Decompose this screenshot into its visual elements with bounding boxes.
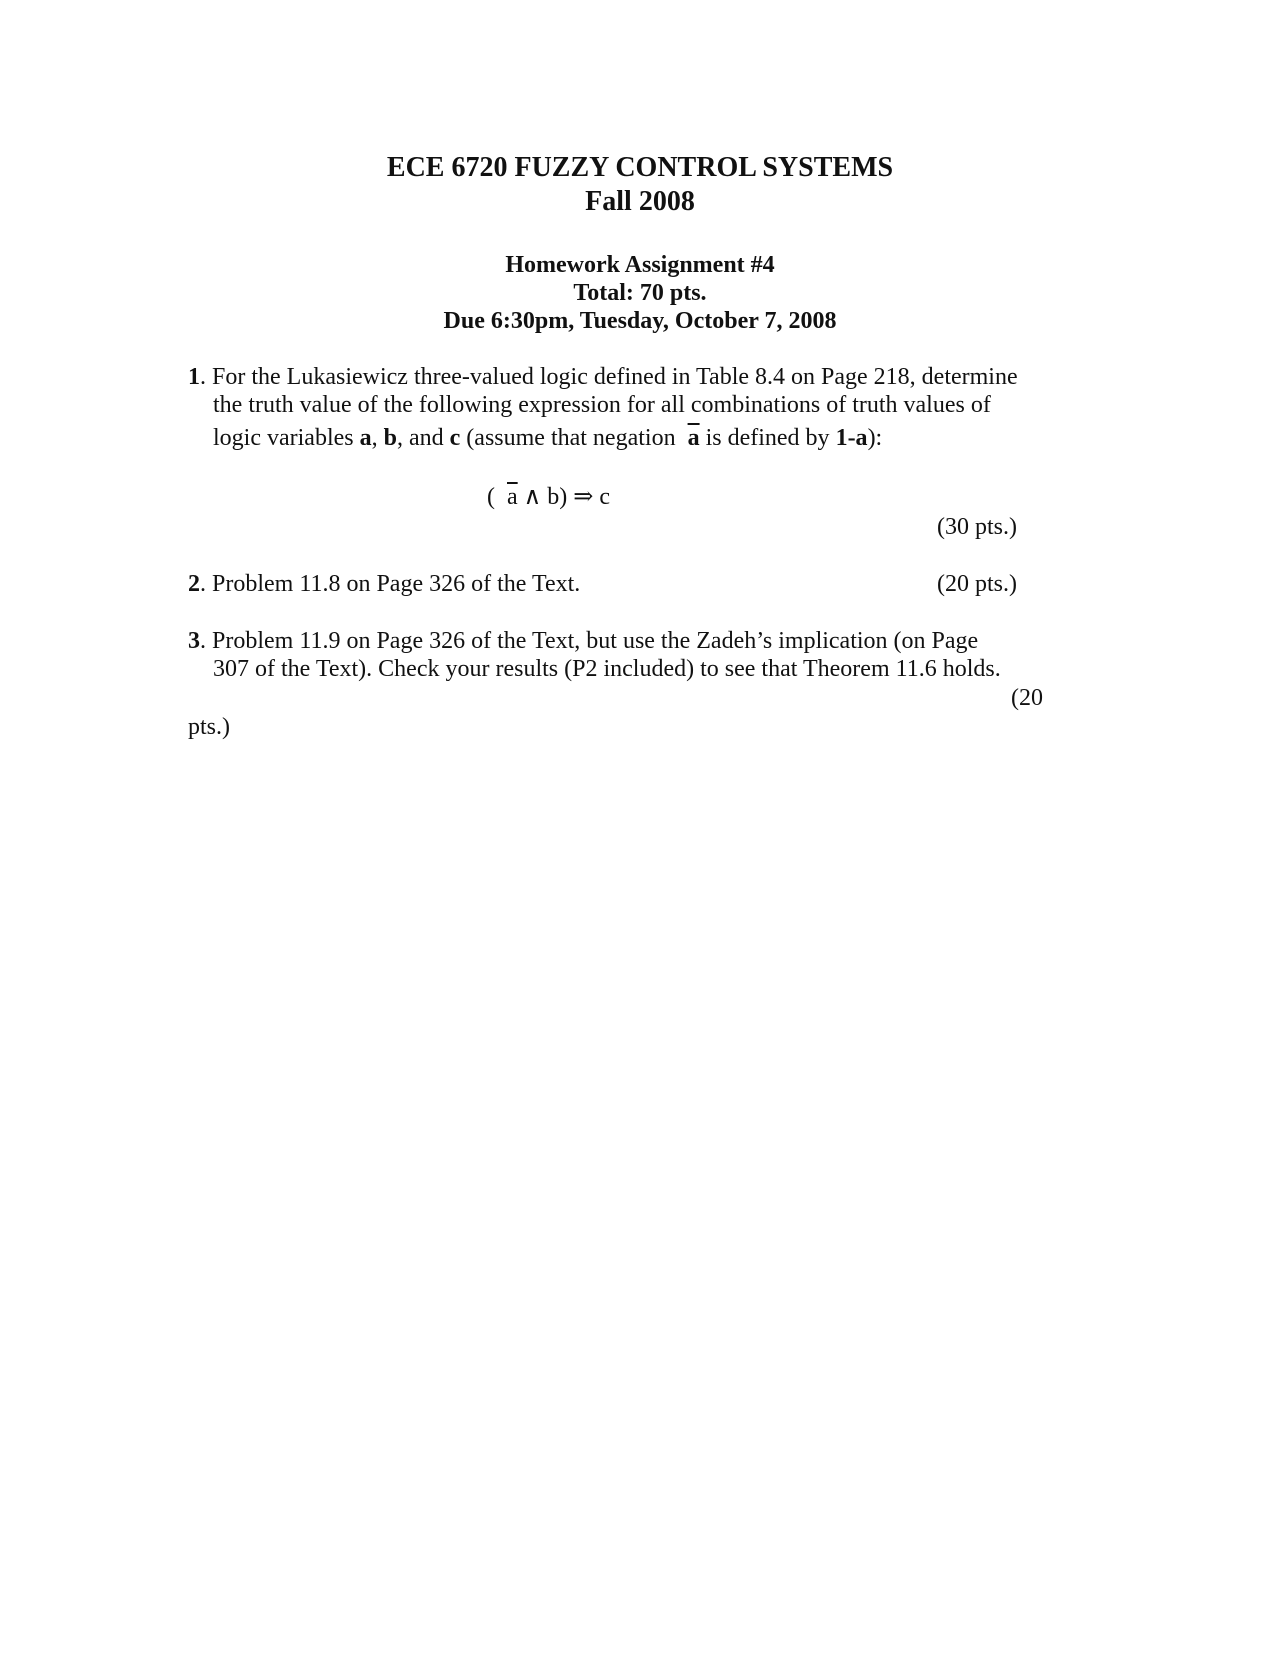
assignment-title: Homework Assignment #4 [505,252,775,278]
problem-1-number: 1 [188,364,200,390]
problem-2-number: 2 [188,571,200,597]
total-points: Total: 70 pts. [573,280,707,306]
term: Fall 2008 [585,186,695,217]
negated-a: $\overline{a}$ [687,425,700,451]
course-title: ECE 6720 FUZZY CONTROL SYSTEMS [386,152,894,183]
problem-1-line-3: logic variables a, b, and c (assume that negation $\overline{a}$ is defined by 1-a): [213,425,883,451]
logic-expression: ( $\overline{a}$ ∧ b) ⇒ c [487,484,610,510]
problem-1-line-1: 1. For the Lukasiewicz three-valued logic defined in Table 8.4 on Page 218, determine [188,364,1018,390]
problem-1-line-2: the truth value of the following expression for all combinations of truth values of [213,392,991,418]
problem-3-number: 3 [188,628,200,654]
problem-3-line-1: 3. Problem 11.9 on Page 326 of the Text, but use the Zadeh’s implication (on Page [188,628,979,654]
problem-3-points-part-2: pts.) [188,714,230,740]
problem-3-points-part-1: (20 [1011,685,1043,711]
due-date: Due 6:30pm, Tuesday, October 7, 2008 [443,308,837,334]
problem-1-points: (30 pts.) [937,514,1017,540]
problem-3-line-2: 307 of the Text). Check your results (P2 included) to see that Theorem 11.6 holds. [213,656,1001,682]
problem-2-line: 2. Problem 11.8 on Page 326 of the Text. [188,571,581,597]
problem-2-points: (20 pts.) [937,571,1017,597]
